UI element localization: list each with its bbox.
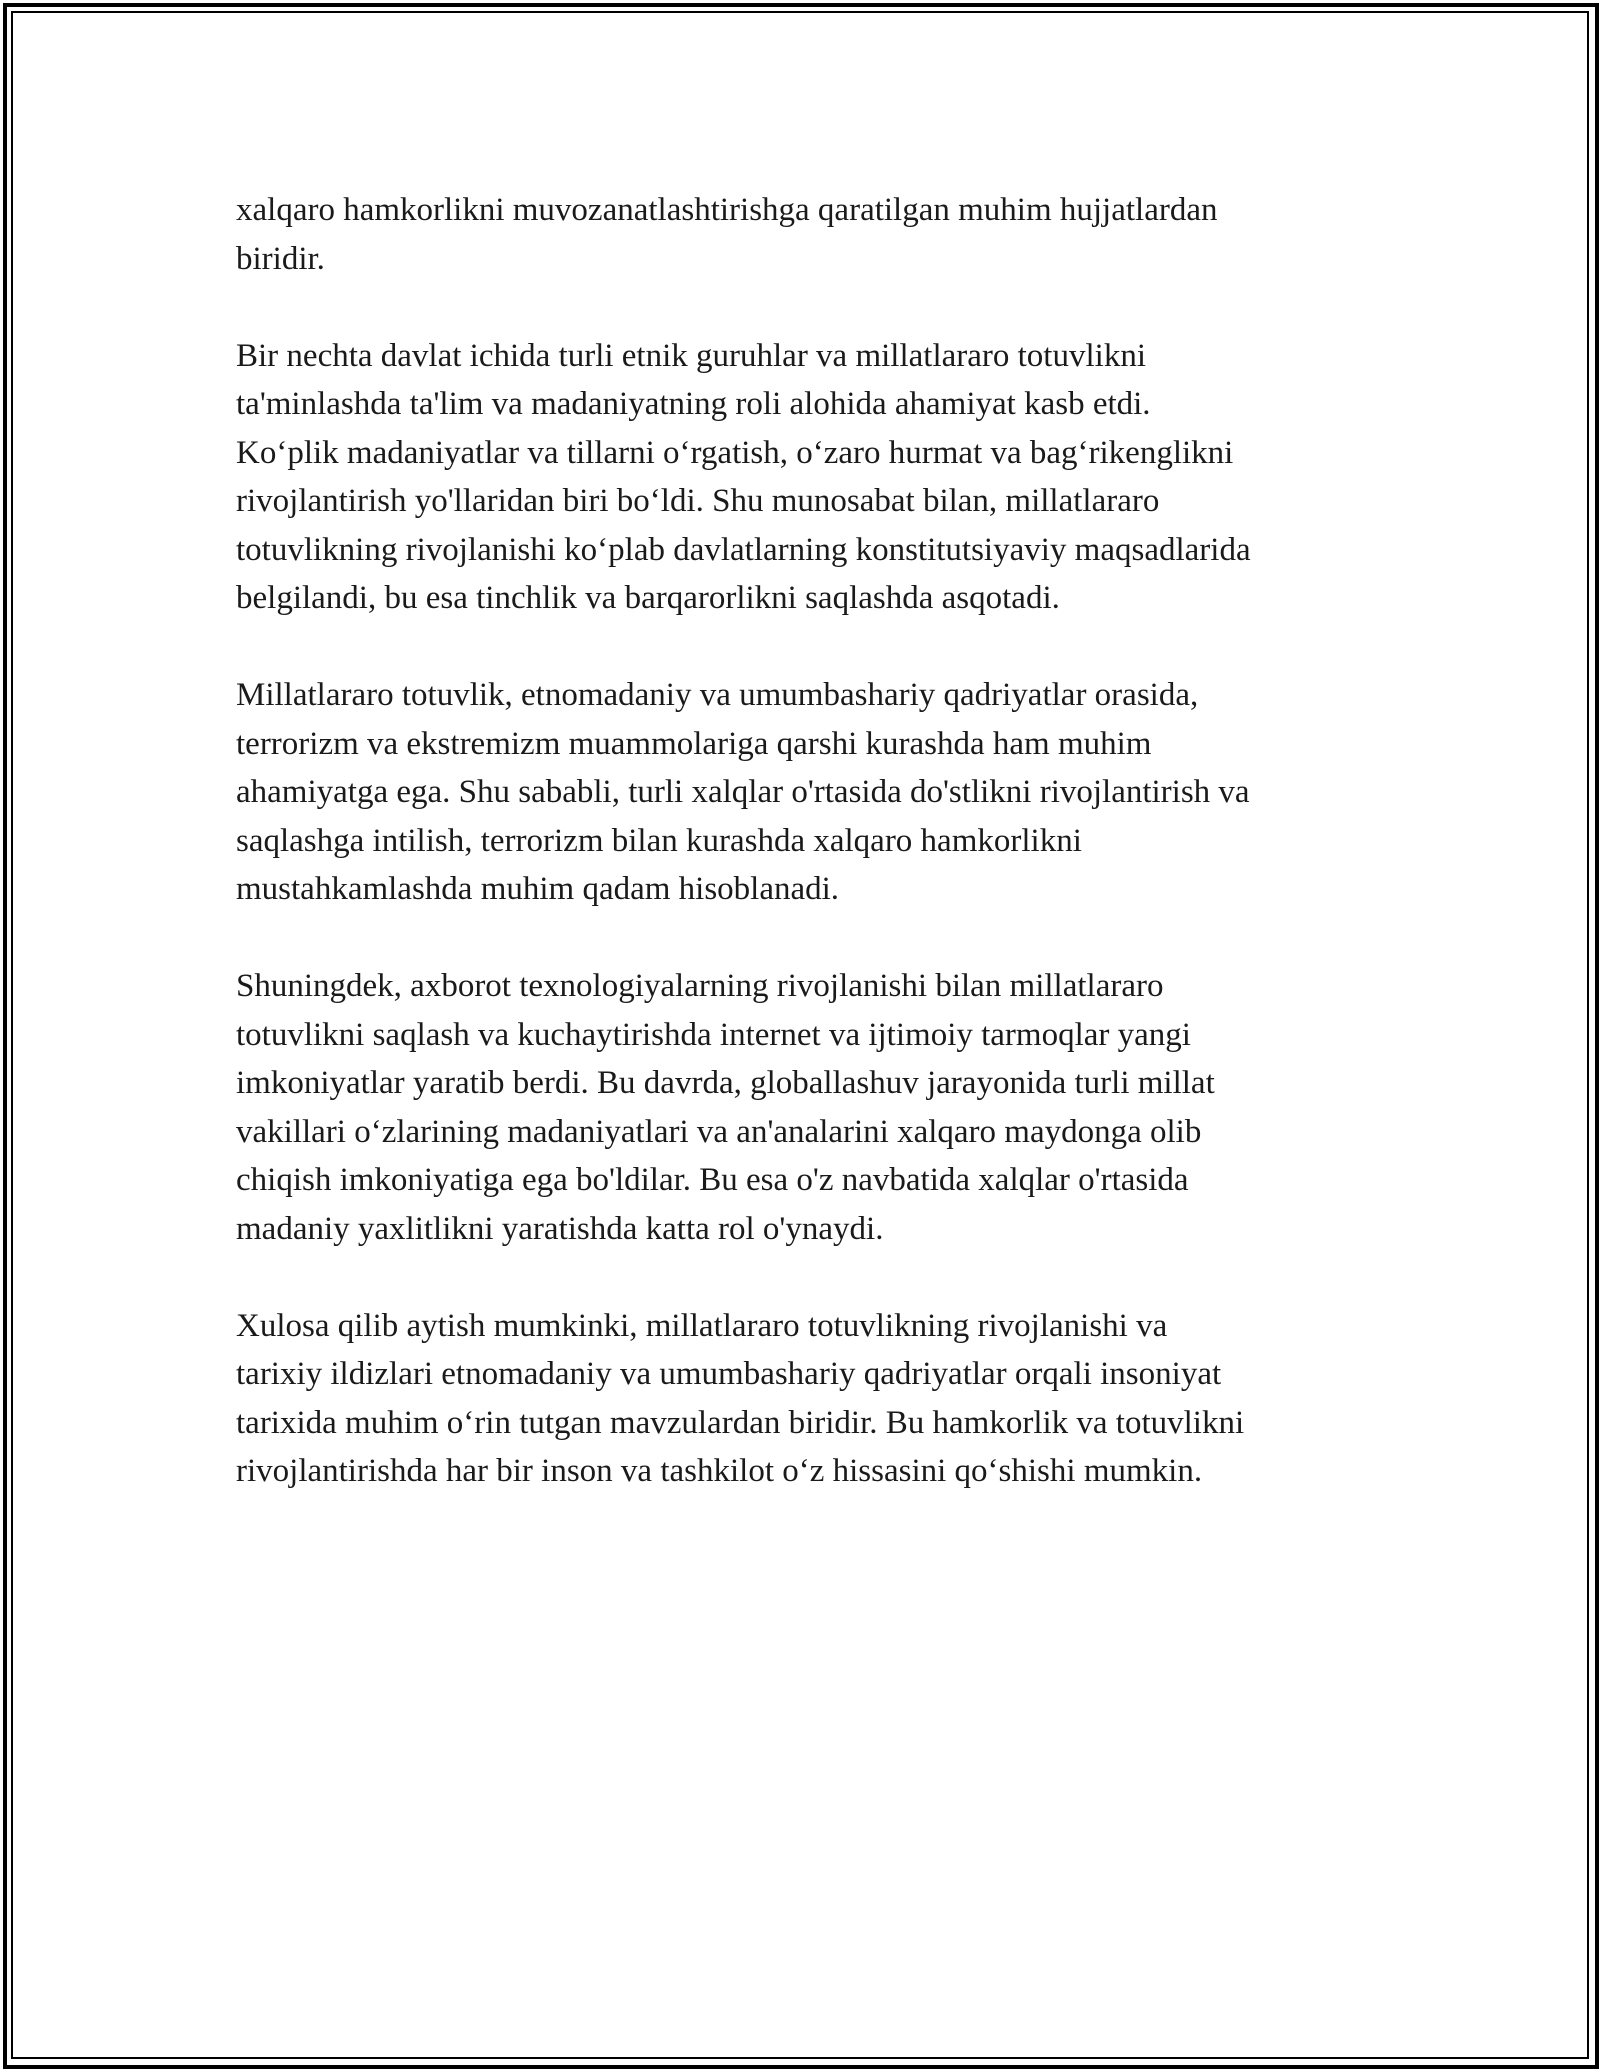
paragraph-2 <box>236 332 1386 623</box>
text-line: tarixida muhim o‘rin tutgan mavzulardan biridir. Bu hamkorlik va totuvlikni <box>236 1404 1245 1441</box>
paragraph-3 <box>236 671 1386 914</box>
text-line: ta'minlashda ta'lim va madaniyatning roli alohida ahamiyat kasb etdi. <box>236 386 1151 422</box>
text-line: tarixiy ildizlari etnomadaniy va umumbashariy qadriyatlar orqali insoniyat <box>236 1356 1222 1392</box>
text-line: xalqaro hamkorlikni muvozanatlashtirishga qaratilgan muhim hujjatlardan <box>236 192 1218 228</box>
text-line: rivojlantirishda har bir inson va tashkilot o‘z hissasini qo‘shishi mumkin. <box>236 1453 1203 1489</box>
text-line: Bir nechta davlat ichida turli etnik guruhlar va millatlararo totuvlikni <box>236 337 1146 374</box>
text-line: totuvlikning rivojlanishi ko‘plab davlatlarning konstitutsiyaviy maqsadlarida <box>236 531 1251 568</box>
text-line: belgilandi, bu esa tinchlik va barqarorlikni saqlashda asqotadi. <box>236 580 1060 616</box>
paragraph-5 <box>236 1302 1386 1496</box>
text-line: Shuningdek, axborot texnologiyalarning rivojlanishi bilan millatlararo <box>236 968 1164 1004</box>
text-line: totuvlikni saqlash va kuchaytirishda internet va ijtimoiy tarmoqlar yangi <box>236 1016 1191 1053</box>
text-line: madaniy yaxlitlikni yaratishda katta rol o'ynaydi. <box>236 1210 884 1247</box>
text-line: Xulosa qilib aytish mumkinki, millatlararo totuvlikning rivojlanishi va <box>236 1307 1168 1344</box>
paragraph-4 <box>236 962 1386 1253</box>
text-line: mustahkamlashda muhim qadam hisoblanadi. <box>236 871 840 907</box>
text-line: biridir. <box>236 240 325 277</box>
text-line: rivojlantirish yo'llaridan biri bo‘ldi. Shu munosabat bilan, millatlararo <box>236 483 1160 519</box>
text-line: imkoniyatlar yaratib berdi. Bu davrda, globallashuv jarayonida turli millat <box>236 1065 1215 1101</box>
text-line: ahamiyatga ega. Shu sababli, turli xalqlar o'rtasida do'stlikni rivojlantirish va <box>236 774 1250 810</box>
text-line: vakillari o‘zlarining madaniyatlari va an'analarini xalqaro maydonga olib <box>236 1113 1202 1150</box>
document-body <box>236 186 1386 1544</box>
text-line: saqlashga intilish, terrorizm bilan kurashda xalqaro hamkorlikni <box>236 822 1082 859</box>
text-line: terrorizm va ekstremizm muammolariga qarshi kurashda ham muhim <box>236 725 1152 762</box>
text-line: Ko‘plik madaniyatlar va tillarni o‘rgatish, o‘zaro hurmat va bag‘rikenglikni <box>236 434 1234 471</box>
paragraph-1 <box>236 186 1386 283</box>
text-line: Millatlararo totuvlik, etnomadaniy va umumbashariy qadriyatlar orasida, <box>236 677 1199 713</box>
text-line: chiqish imkoniyatiga ega bo'ldilar. Bu esa o'z navbatida xalqlar o'rtasida <box>236 1162 1189 1198</box>
